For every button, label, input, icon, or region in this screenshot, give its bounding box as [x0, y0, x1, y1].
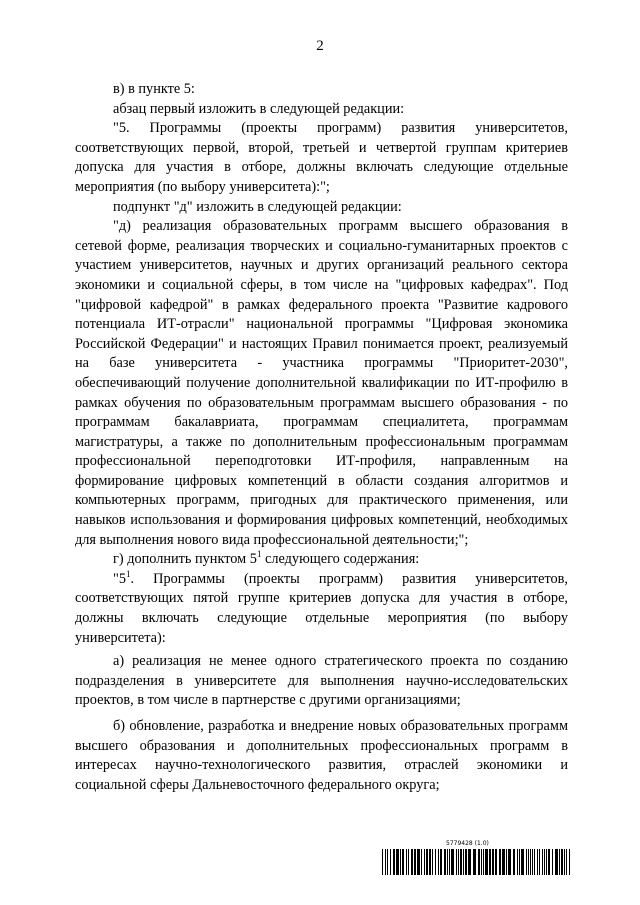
paragraph-subpoint-d-text: "д) реализация образовательных программ высшего образования в сетевой форме, реализация творческих и социально-гуманитарных проектов с участием университетов, научных и других организаций реального сектора экономики и социальной сферы, в том числе на "цифровых кафедрах". Под "цифровой кафедрой" в рамках федерального проекта "Развитие кадрового потенциала ИТ-отрасли" национальной программы "Цифровая экономика Российской Федерации" и настоящих Правил понимается проект, реализуемый на базе университета - участника программы "Приоритет-2030", обеспечивающий получение дополнительной квалификации по ИТ-профилю в рамках обучения по образовательным программам высшего образования - по программам бакалавриата, программам специалитета, программам магистратуры, а также по дополнительным профессиональным программам профессиональной переподготовки ИТ-профиля, направленным на формирование цифровых компетенций в области создания алгоритмов и компьютерных программ, пригодных для практического применения, или навыков использования и формирования цифровых компетенций, необходимых для выполнения нового вида профессиональной деятельности;";: [75, 218, 568, 548]
document-body: [75, 80, 568, 795]
paragraph-subpoint-d: подпункт "д" изложить в следующей редакции:: [113, 198, 402, 215]
paragraph-point-5-1-post: . Программы (проекты программ) развития университетов, соответствующих пятой группе критериев допуска для участия в отборе, должны включать следующие отдельные мероприятия (по выбору университета):: [75, 570, 568, 646]
paragraph-point-5-1-pre: "5: [113, 570, 126, 587]
paragraph-subpoint-a: а) реализация не менее одного стратегического проекта по созданию подразделения в университете для выполнения научно-исследовательских проектов, в том числе в партнерстве с другими организациями;: [75, 653, 568, 709]
superscript-1: 1: [126, 569, 131, 580]
paragraph-first-abzac: абзац первый изложить в следующей редакции:: [113, 100, 405, 117]
paragraph-item-g-post: следующего содержания:: [261, 551, 420, 568]
barcode-caption: 5779428 (1.0): [446, 840, 489, 847]
barcode-icon: [382, 849, 572, 875]
paragraph-item-g: [75, 550, 568, 570]
paragraph-point-5-text: "5. Программы (проекты программ) развития университетов, соответствующих первой, второй, третьей и четвертой группам критериев допуска для участия в отборе, должны включать следующие отдельные мероприятия (по выбору университета):";: [75, 120, 568, 195]
paragraph-subpoint-b: б) обновление, разработка и внедрение новых образовательных программ высшего образования и дополнительных профессиональных программ в интересах научно-технологического развития, отраслей экономики и социальной сферы Дальневосточного федерального округа;: [75, 718, 568, 793]
paragraph-item-v: в) в пункте 5:: [113, 81, 195, 97]
barcode-block: [382, 840, 572, 876]
page-number: 2: [316, 38, 324, 54]
superscript-1: 1: [256, 549, 262, 560]
paragraph-point-5-1: [75, 570, 568, 648]
paragraph-item-g-pre: г) дополнить пунктом 5: [113, 551, 257, 568]
